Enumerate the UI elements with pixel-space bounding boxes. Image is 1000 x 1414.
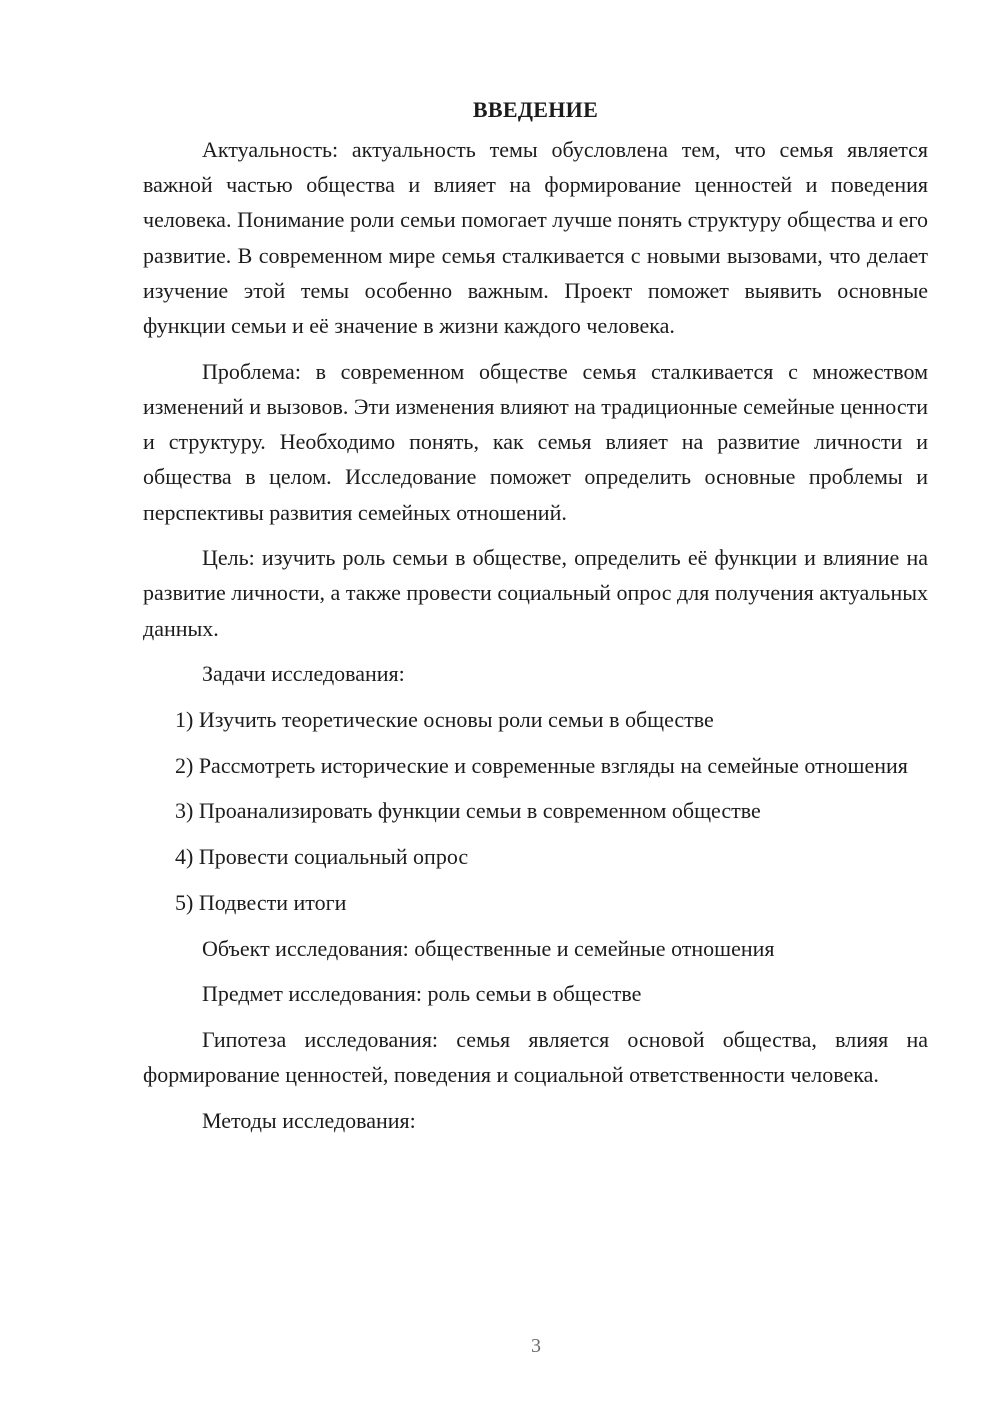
paragraph-problem: Проблема: в современном обществе семья сталкивается с множеством изменений и вызовов. Эти изменения влияют на традиционные семейные ценности и структуру. Необходимо понять, как семья влияет на развитие личности и общества в целом. Исследование поможет определить основные проблемы и перспективы развития семейных отношений. xyxy=(143,358,928,525)
paragraph-hypothesis: Гипотеза исследования: семья является основой общества, влияя на формирование ценностей, поведения и социальной ответственности человека. xyxy=(143,1026,928,1088)
task-item-4: 4) Провести социальный опрос xyxy=(175,844,469,870)
task-item-3: 3) Проанализировать функции семьи в современном обществе xyxy=(175,798,761,824)
tasks-heading: Задачи исследования: xyxy=(202,661,405,687)
paragraph-object: Объект исследования: общественные и семейные отношения xyxy=(202,935,775,961)
document-page xyxy=(143,92,928,1149)
task-item-2: 2) Рассмотреть исторические и современные взгляды на семейные отношения xyxy=(175,752,908,778)
section-title: ВВЕДЕНИЕ xyxy=(472,97,599,122)
page-number: 3 xyxy=(531,1335,541,1357)
task-item-1: 1) Изучить теоретические основы роли семьи в обществе xyxy=(175,707,714,733)
paragraph-goal: Цель: изучить роль семьи в обществе, определить её функции и влияние на развитие личности, а также провести социальный опрос для получения актуальных данных. xyxy=(143,545,928,641)
methods-heading: Методы исследования: xyxy=(202,1107,416,1133)
task-item-5: 5) Подвести итоги xyxy=(175,889,347,915)
paragraph-relevance: Актуальность: актуальность темы обусловлена тем, что семья является важной частью общества и влияет на формирование ценностей и поведения человека. Понимание роли семьи помогает лучше понять структуру общества и его развитие. В современном мире семья сталкивается с новыми вызовами, что делает изучение этой темы особенно важным. Проект поможет выявить основные функции семьи и её значение в жизни каждого человека. xyxy=(143,137,928,339)
paragraph-subject: Предмет исследования: роль семьи в обществе xyxy=(202,981,642,1007)
